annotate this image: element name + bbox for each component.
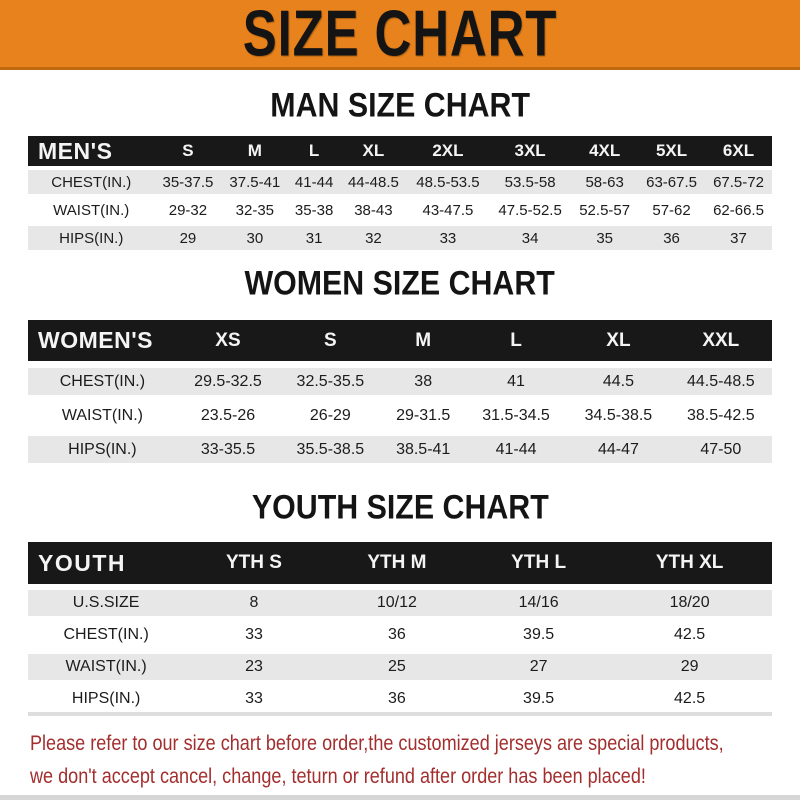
youth-section-heading — [0, 488, 800, 526]
men-size-table — [28, 132, 772, 254]
measurement-row — [28, 686, 772, 716]
measurement-row — [28, 622, 772, 648]
measurement-value: 18/20 — [607, 590, 772, 616]
measurement-value: 32 — [340, 226, 407, 250]
size-column-header: 6XL — [705, 136, 772, 166]
measurement-value: 27 — [470, 654, 607, 680]
measurement-label: WAIST(IN.) — [28, 198, 154, 222]
men-section-heading — [0, 86, 800, 124]
measurement-value: 29 — [154, 226, 221, 250]
measurement-value: 25 — [324, 654, 470, 680]
measurement-value: 30 — [221, 226, 288, 250]
measurement-value: 53.5-58 — [489, 170, 571, 194]
measurement-value: 34.5-38.5 — [567, 402, 669, 429]
measurement-value: 35 — [571, 226, 638, 250]
size-column-header: XL — [567, 320, 669, 361]
measurement-row — [28, 402, 772, 429]
measurement-value: 8 — [184, 590, 323, 616]
women-size-table — [28, 313, 772, 470]
measurement-value: 39.5 — [470, 622, 607, 648]
measurement-value: 42.5 — [607, 622, 772, 648]
measurement-label: CHEST(IN.) — [28, 368, 177, 395]
measurement-value: 63-67.5 — [638, 170, 705, 194]
measurement-value: 44.5-48.5 — [670, 368, 772, 395]
measurement-value: 33 — [407, 226, 489, 250]
measurement-label: HIPS(IN.) — [28, 686, 184, 716]
measurement-value: 47-50 — [670, 436, 772, 463]
women-table-title-cell: WOMEN'S — [28, 320, 177, 361]
size-column-header: YTH S — [184, 542, 323, 584]
measurement-value: 33 — [184, 622, 323, 648]
measurement-value: 31 — [288, 226, 340, 250]
measurement-value: 38.5-42.5 — [670, 402, 772, 429]
measurement-value: 41-44 — [465, 436, 567, 463]
measurement-value: 36 — [638, 226, 705, 250]
youth-size-table — [28, 536, 772, 722]
size-table-header-row — [28, 320, 772, 361]
bottom-edge-strip — [0, 795, 800, 800]
measurement-value: 34 — [489, 226, 571, 250]
measurement-value: 43-47.5 — [407, 198, 489, 222]
measurement-value: 35.5-38.5 — [279, 436, 381, 463]
size-column-header: XL — [340, 136, 407, 166]
measurement-row — [28, 368, 772, 395]
measurement-value: 52.5-57 — [571, 198, 638, 222]
measurement-value: 37 — [705, 226, 772, 250]
size-column-header: YTH L — [470, 542, 607, 584]
size-column-header: 5XL — [638, 136, 705, 166]
size-chart-banner — [0, 0, 800, 70]
order-notice-line2: we don't accept cancel, change, teturn or refund after order has been placed! — [30, 765, 646, 788]
size-column-header: XXL — [670, 320, 772, 361]
measurement-row — [28, 590, 772, 616]
measurement-row — [28, 226, 772, 250]
measurement-value: 23.5-26 — [177, 402, 279, 429]
men-section-heading-text: MAN SIZE CHART — [270, 85, 530, 124]
measurement-value: 29.5-32.5 — [177, 368, 279, 395]
size-column-header: 2XL — [407, 136, 489, 166]
size-column-header: S — [279, 320, 381, 361]
measurement-value: 26-29 — [279, 402, 381, 429]
size-column-header: M — [382, 320, 465, 361]
measurement-value: 29 — [607, 654, 772, 680]
measurement-row — [28, 170, 772, 194]
size-column-header: YTH XL — [607, 542, 772, 584]
measurement-value: 33 — [184, 686, 323, 716]
measurement-row — [28, 654, 772, 680]
measurement-value: 35-37.5 — [154, 170, 221, 194]
measurement-label: WAIST(IN.) — [28, 402, 177, 429]
youth-table-title-cell: YOUTH — [28, 542, 184, 584]
measurement-value: 37.5-41 — [221, 170, 288, 194]
measurement-value: 44-47 — [567, 436, 669, 463]
size-column-header: L — [288, 136, 340, 166]
measurement-value: 62-66.5 — [705, 198, 772, 222]
measurement-value: 41 — [465, 368, 567, 395]
measurement-label: HIPS(IN.) — [28, 226, 154, 250]
banner-title: SIZE CHART — [242, 0, 558, 70]
measurement-value: 14/16 — [470, 590, 607, 616]
measurement-value: 29-31.5 — [382, 402, 465, 429]
size-column-header: 4XL — [571, 136, 638, 166]
measurement-row — [28, 436, 772, 463]
size-column-header: S — [154, 136, 221, 166]
measurement-value: 38-43 — [340, 198, 407, 222]
measurement-value: 33-35.5 — [177, 436, 279, 463]
measurement-label: CHEST(IN.) — [28, 170, 154, 194]
measurement-value: 44-48.5 — [340, 170, 407, 194]
measurement-value: 39.5 — [470, 686, 607, 716]
measurement-value: 35-38 — [288, 198, 340, 222]
measurement-value: 48.5-53.5 — [407, 170, 489, 194]
measurement-value: 10/12 — [324, 590, 470, 616]
measurement-label: U.S.SIZE — [28, 590, 184, 616]
measurement-value: 32.5-35.5 — [279, 368, 381, 395]
measurement-value: 29-32 — [154, 198, 221, 222]
size-table-header-row — [28, 542, 772, 584]
measurement-label: HIPS(IN.) — [28, 436, 177, 463]
measurement-label: WAIST(IN.) — [28, 654, 184, 680]
size-column-header: XS — [177, 320, 279, 361]
measurement-value: 47.5-52.5 — [489, 198, 571, 222]
size-column-header: 3XL — [489, 136, 571, 166]
measurement-value: 57-62 — [638, 198, 705, 222]
measurement-value: 38.5-41 — [382, 436, 465, 463]
measurement-value: 36 — [324, 622, 470, 648]
measurement-value: 58-63 — [571, 170, 638, 194]
measurement-value: 23 — [184, 654, 323, 680]
size-column-header: L — [465, 320, 567, 361]
measurement-value: 38 — [382, 368, 465, 395]
size-table-header-row — [28, 136, 772, 166]
measurement-value: 32-35 — [221, 198, 288, 222]
measurement-value: 44.5 — [567, 368, 669, 395]
measurement-value: 67.5-72 — [705, 170, 772, 194]
size-column-header: YTH M — [324, 542, 470, 584]
measurement-value: 36 — [324, 686, 470, 716]
order-notice — [30, 727, 790, 793]
order-notice-line1: Please refer to our size chart before order,the customized jerseys are special products, — [30, 732, 724, 755]
men-table-title-cell: MEN'S — [28, 136, 154, 166]
youth-section-heading-text: YOUTH SIZE CHART — [251, 487, 549, 526]
measurement-value: 41-44 — [288, 170, 340, 194]
women-section-heading — [0, 264, 800, 302]
measurement-row — [28, 198, 772, 222]
women-section-heading-text: WOMEN SIZE CHART — [244, 263, 556, 302]
measurement-value: 31.5-34.5 — [465, 402, 567, 429]
size-column-header: M — [221, 136, 288, 166]
measurement-label: CHEST(IN.) — [28, 622, 184, 648]
measurement-value: 42.5 — [607, 686, 772, 716]
